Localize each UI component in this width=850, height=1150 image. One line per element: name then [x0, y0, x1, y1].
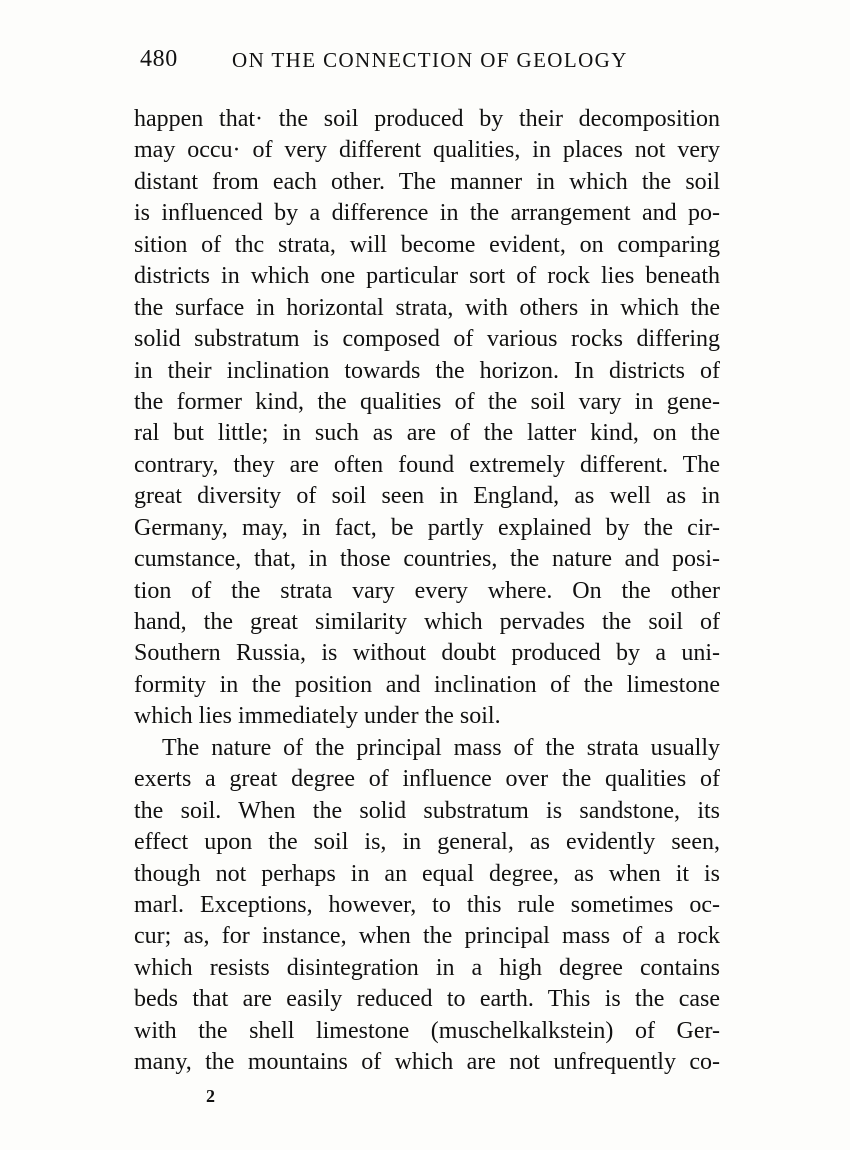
text-line: cumstance, that, in those countries, the nature and posi- [134, 546, 720, 573]
text-line: Southern Russia, is without doubt produced by a uni- [134, 640, 720, 667]
text-line: happen that· the soil produced by their decomposition [134, 106, 720, 132]
text-line: districts in which one particular sort of rock lies beneath [134, 263, 720, 290]
text-line: formity in the position and inclination of the limestone [134, 671, 720, 698]
text-line: solid substratum is composed of various rocks differing [134, 326, 720, 353]
running-head [140, 46, 720, 80]
text-line: in their inclination towards the horizon. In districts of [134, 357, 720, 384]
text-line: with the shell limestone (muschelkalkstein) of Ger- [134, 1017, 720, 1044]
text-line: ral but little; in such as are of the latter kind, on the [134, 420, 720, 447]
text-line: though not perhaps in an equal degree, as when it is [134, 860, 720, 887]
text-line: is influenced by a difference in the arrangement and po- [134, 200, 720, 227]
text-line: may occu· of very different qualities, in places not very [134, 137, 720, 164]
text-line: many, the mountains of which are not unfrequently co- [134, 1049, 720, 1076]
running-title: ON THE CONNECTION OF GEOLOGY [232, 48, 628, 72]
page-number: 480 [140, 46, 178, 72]
text-line: effect upon the soil is, in general, as evidently seen, [134, 829, 720, 856]
body-text [134, 104, 720, 1079]
signature-mark: 2 [206, 1086, 215, 1106]
text-line: sition of thc strata, will become evident, on comparing [134, 231, 720, 258]
text-line: cur; as, for instance, when the principal mass of a rock [134, 923, 720, 950]
text-line: the soil. When the solid substratum is sandstone, its [134, 797, 720, 824]
text-line: the former kind, the qualities of the soil vary in gene- [134, 388, 720, 415]
text-line: great diversity of soil seen in England, as well as in [134, 483, 720, 510]
text-line: distant from each other. The manner in which the soil [134, 168, 720, 195]
text-line: contrary, they are often found extremely different. The [134, 451, 720, 478]
text-line: which resists disintegration in a high degree contains [134, 954, 720, 981]
text-line: the surface in horizontal strata, with others in which the [134, 294, 720, 321]
text-line: which lies immediately under the soil. [134, 703, 501, 730]
text-line: tion of the strata vary every where. On the other [134, 577, 720, 604]
text-line: marl. Exceptions, however, to this rule sometimes oc- [134, 891, 720, 918]
text-line: exerts a great degree of influence over the qualities of [134, 766, 720, 793]
text-line: beds that are easily reduced to earth. This is the case [134, 986, 720, 1013]
text-line: Germany, may, in fact, be partly explained by the cir- [134, 514, 720, 541]
text-line: hand, the great similarity which pervades the soil of [134, 609, 720, 635]
text-line: The nature of the principal mass of the strata usually [162, 734, 720, 761]
